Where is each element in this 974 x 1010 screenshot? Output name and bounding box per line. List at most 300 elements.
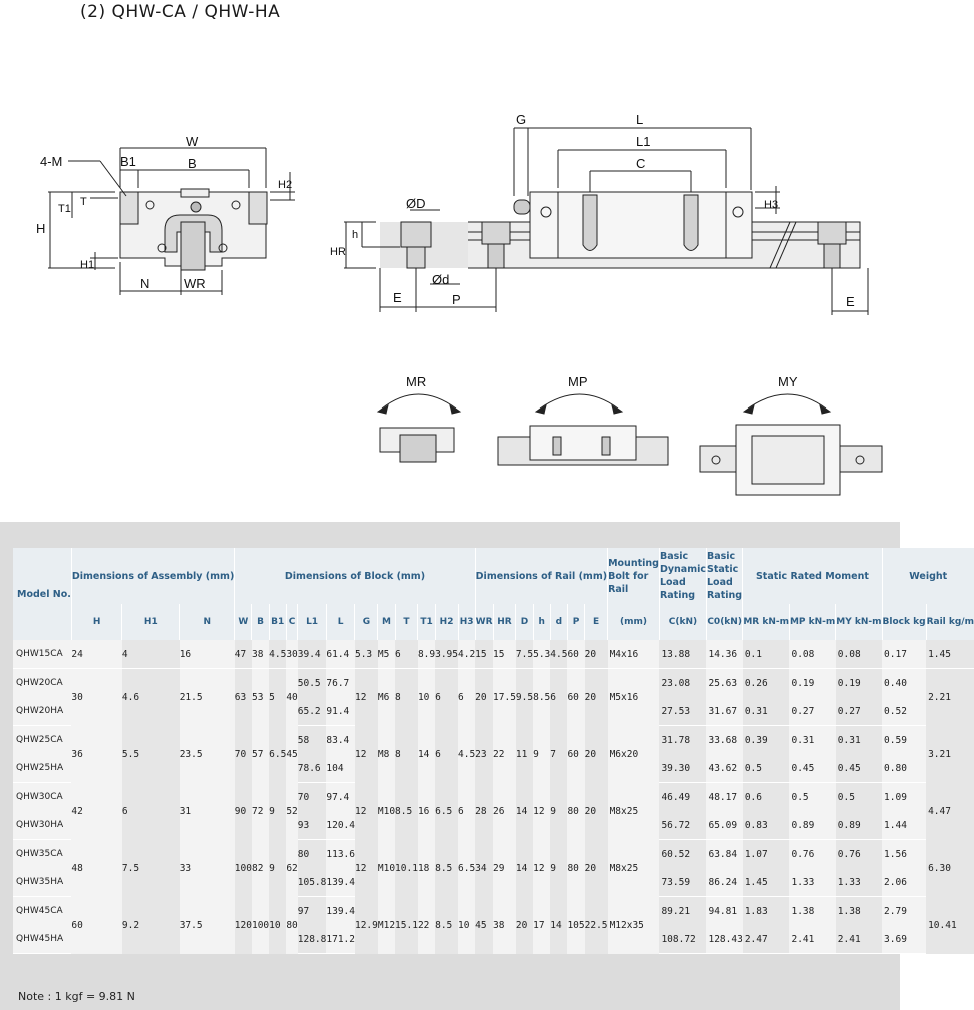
cell-mp: 1.33 <box>789 868 835 897</box>
cell-h2: 6 <box>435 669 458 726</box>
cell-hr: 22 <box>493 726 516 783</box>
cell-block: 1.44 <box>882 811 926 840</box>
subheader-cell: MP kN-m <box>789 604 835 640</box>
label-E-right: E <box>846 294 855 309</box>
cell-p: 60 <box>567 640 584 669</box>
cell-mr: 1.45 <box>743 868 790 897</box>
cell-mr: 0.39 <box>743 726 790 755</box>
cell-h: 36 <box>71 726 122 783</box>
cell-b1: 9 <box>269 840 286 897</box>
cell-g: 12 <box>355 783 378 840</box>
cell-h3: 6 <box>458 783 475 840</box>
cell-hr: 15 <box>493 640 516 669</box>
table-row <box>13 726 974 755</box>
cell-l: 91.4 <box>326 697 355 726</box>
cell-t: 8 <box>395 669 418 726</box>
cell-my: 0.19 <box>836 669 882 698</box>
cell-c-kn: 46.49 <box>659 783 706 812</box>
technical-drawings <box>0 0 900 520</box>
label-G: G <box>516 112 527 127</box>
cell-block: 2.79 <box>882 897 926 926</box>
cell-l1: 70 <box>298 783 327 812</box>
cell-my: 0.45 <box>836 754 882 783</box>
cell-c: 80 <box>286 897 297 954</box>
cell-mp: 0.76 <box>789 840 835 869</box>
cell-bolt: M6x20 <box>608 726 660 783</box>
cell-w: 47 <box>235 640 252 669</box>
label-D: ØD <box>406 196 426 211</box>
cell-c: 52 <box>286 783 297 840</box>
cell-mp: 0.19 <box>789 669 835 698</box>
cell-c: 40 <box>286 669 297 726</box>
subheader-cell: G <box>355 604 378 640</box>
cell-t: 15.1 <box>395 897 418 954</box>
cell-mp: 1.38 <box>789 897 835 926</box>
table-row <box>13 783 974 812</box>
cell-l: 139.4 <box>326 868 355 897</box>
cell-c-kn: 73.59 <box>659 868 706 897</box>
header-bolt: Mounting Bolt for Rail <box>608 548 660 604</box>
cell-b: 38 <box>252 640 269 669</box>
cell-c0-kn: 63.84 <box>706 840 742 869</box>
cell-b1: 10 <box>269 897 286 954</box>
cell-w: 70 <box>235 726 252 783</box>
cell-g: 12.9 <box>355 897 378 954</box>
subheader-cell: W <box>235 604 252 640</box>
cell-t1: 16 <box>418 783 435 840</box>
cell-bolt: M8x25 <box>608 783 660 840</box>
cell-l1: 80 <box>298 840 327 869</box>
subheader-cell: d <box>550 604 567 640</box>
cell-t1: 10 <box>418 669 435 726</box>
cell-n: 16 <box>180 640 235 669</box>
label-H1: H1 <box>80 259 95 271</box>
cell-model: QHW25CA <box>13 726 71 755</box>
subheader-cell: Block kg <box>882 604 926 640</box>
cell-c0-kn: 43.62 <box>706 754 742 783</box>
cell-n: 31 <box>180 783 235 840</box>
cell-c-kn: 108.72 <box>659 925 706 954</box>
cell-model: QHW35CA <box>13 840 71 869</box>
cell-g: 12 <box>355 669 378 726</box>
cell-w: 90 <box>235 783 252 840</box>
cell-g: 12 <box>355 726 378 783</box>
cell-c-kn: 39.30 <box>659 754 706 783</box>
cell-wr: 23 <box>475 726 493 783</box>
label-C: C <box>636 156 646 171</box>
subheader-cell: C(kN) <box>659 604 706 640</box>
subheader-cell: M <box>378 604 395 640</box>
cell-d: 14 <box>550 897 567 954</box>
table-row <box>13 840 974 869</box>
cell-model: QHW45HA <box>13 925 71 954</box>
cell-n: 23.5 <box>180 726 235 783</box>
cell-c-kn: 13.88 <box>659 640 706 669</box>
cell-c-kn: 89.21 <box>659 897 706 926</box>
cell-c: 45 <box>286 726 297 783</box>
cell-model: QHW20HA <box>13 697 71 726</box>
subheader-cell: HR <box>493 604 516 640</box>
cell-bolt: M5x16 <box>608 669 660 726</box>
cell-mr: 0.26 <box>743 669 790 698</box>
cell-t: 10.1 <box>395 840 418 897</box>
cell-rail: 10.41 <box>926 897 974 954</box>
cell-d: 20 <box>516 897 533 954</box>
cell-my: 0.08 <box>836 640 882 669</box>
subheader-cell: H2 <box>435 604 458 640</box>
cell-h3: 6 <box>458 669 475 726</box>
cell-d: 14 <box>516 783 533 840</box>
cell-mp: 0.27 <box>789 697 835 726</box>
cell-d: 14 <box>516 840 533 897</box>
cell-b1: 6.5 <box>269 726 286 783</box>
cell-wr: 28 <box>475 783 493 840</box>
cell-l: 76.7 <box>326 669 355 698</box>
subheader-cell: B <box>252 604 269 640</box>
cell-m: M10 <box>378 840 395 897</box>
cell-block: 3.69 <box>882 925 926 954</box>
label-MY: MY <box>778 374 798 389</box>
label-E: E <box>393 290 402 305</box>
subheader-cell: (mm) <box>608 604 660 640</box>
cell-block: 0.59 <box>882 726 926 755</box>
cell-c0-kn: 31.67 <box>706 697 742 726</box>
cell-my: 1.38 <box>836 897 882 926</box>
cell-my: 2.41 <box>836 925 882 954</box>
label-H: H <box>36 221 46 236</box>
subheader-cell: H1 <box>122 604 180 640</box>
cell-h: 42 <box>71 783 122 840</box>
cell-e: 20 <box>585 640 608 669</box>
cell-g: 12 <box>355 840 378 897</box>
cell-model: QHW25HA <box>13 754 71 783</box>
cell-mp: 0.08 <box>789 640 835 669</box>
cell-block: 2.06 <box>882 868 926 897</box>
label-B: B <box>188 156 197 171</box>
cell-m: M6 <box>378 669 395 726</box>
label-W: W <box>186 134 199 149</box>
subheader-cell: B1 <box>269 604 286 640</box>
cell-w: 63 <box>235 669 252 726</box>
label-MP: MP <box>568 374 588 389</box>
cell-model: QHW15CA <box>13 640 71 669</box>
moment-my-drawing <box>700 394 882 495</box>
cell-e: 20 <box>585 726 608 783</box>
cell-l: 83.4 <box>326 726 355 755</box>
cell-m: M10 <box>378 783 395 840</box>
cell-h: 60 <box>71 897 122 954</box>
cell-m: M5 <box>378 640 395 669</box>
cell-h2: 8.5 <box>435 897 458 954</box>
cell-my: 1.33 <box>836 868 882 897</box>
cell-h1: 9.2 <box>122 897 180 954</box>
cell-h2: 6 <box>435 726 458 783</box>
header-moment: Static Rated Moment <box>743 548 882 604</box>
cell-wr: 15 <box>475 640 493 669</box>
cell-p: 60 <box>567 726 584 783</box>
cell-t1: 8.9 <box>418 640 435 669</box>
cell-hr: 26 <box>493 783 516 840</box>
cell-c-kn: 56.72 <box>659 811 706 840</box>
cell-mr: 0.31 <box>743 697 790 726</box>
cell-mp: 0.45 <box>789 754 835 783</box>
subheader-cell: N <box>180 604 235 640</box>
cell-my: 0.27 <box>836 697 882 726</box>
cell-mp: 0.5 <box>789 783 835 812</box>
cell-n: 33 <box>180 840 235 897</box>
cell-l1: 78.6 <box>298 754 327 783</box>
header-static: Basic Static Load Rating <box>706 548 742 604</box>
label-h: h <box>352 229 359 241</box>
cell-p: 60 <box>567 669 584 726</box>
cell-t: 8 <box>395 726 418 783</box>
cell-wr: 34 <box>475 840 493 897</box>
cell-h1: 7.5 <box>122 840 180 897</box>
cell-my: 0.76 <box>836 840 882 869</box>
subheader-cell: P <box>567 604 584 640</box>
cell-h: 12 <box>533 840 550 897</box>
label-N: N <box>140 276 150 291</box>
cell-model: QHW20CA <box>13 669 71 698</box>
cell-d: 9 <box>550 840 567 897</box>
subheader-cell: E <box>585 604 608 640</box>
cell-h3: 10 <box>458 897 475 954</box>
cell-block: 0.40 <box>882 669 926 698</box>
label-L1: L1 <box>636 134 651 149</box>
subheader-cell: MY kN-m <box>836 604 882 640</box>
header-dynamic: Basic Dynamic Load Rating <box>659 548 706 604</box>
label-H3: H3 <box>764 199 779 211</box>
cell-hr: 38 <box>493 897 516 954</box>
cell-l: 104 <box>326 754 355 783</box>
header-weight: Weight <box>882 548 974 604</box>
cell-e: 20 <box>585 669 608 726</box>
cell-d: 9 <box>550 783 567 840</box>
cell-h1: 4.6 <box>122 669 180 726</box>
cell-e: 22.5 <box>585 897 608 954</box>
cell-c: 30 <box>286 640 297 669</box>
cell-block: 1.09 <box>882 783 926 812</box>
cell-c-kn: 31.78 <box>659 726 706 755</box>
cell-my: 0.31 <box>836 726 882 755</box>
cell-block: 0.52 <box>882 697 926 726</box>
cell-t1: 18 <box>418 840 435 897</box>
cell-rail: 4.47 <box>926 783 974 840</box>
subheader-cell: C <box>286 604 297 640</box>
cell-c0-kn: 33.68 <box>706 726 742 755</box>
cell-c0-kn: 25.63 <box>706 669 742 698</box>
cell-t1: 14 <box>418 726 435 783</box>
cell-bolt: M4x16 <box>608 640 660 669</box>
cell-l1: 105.8 <box>298 868 327 897</box>
cell-h1: 4 <box>122 640 180 669</box>
cell-p: 80 <box>567 840 584 897</box>
cell-block: 1.56 <box>882 840 926 869</box>
cell-rail: 2.21 <box>926 669 974 726</box>
cell-h: 12 <box>533 783 550 840</box>
cell-wr: 45 <box>475 897 493 954</box>
section-title: (2) QHW-CA / QHW-HA <box>80 2 281 22</box>
subheader-cell: h <box>533 604 550 640</box>
cell-d: 6 <box>550 669 567 726</box>
cell-bolt: M8x25 <box>608 840 660 897</box>
cell-l: 120.4 <box>326 811 355 840</box>
cell-c0-kn: 86.24 <box>706 868 742 897</box>
label-P: P <box>452 292 461 307</box>
cell-p: 105 <box>567 897 584 954</box>
cell-l: 113.6 <box>326 840 355 869</box>
cell-h: 30 <box>71 669 122 726</box>
cell-t: 8.5 <box>395 783 418 840</box>
cell-c-kn: 23.08 <box>659 669 706 698</box>
cell-l1: 58 <box>298 726 327 755</box>
cell-c0-kn: 128.43 <box>706 925 742 954</box>
cell-t: 6 <box>395 640 418 669</box>
subheader-cell: Rail kg/m <box>926 604 974 640</box>
cell-m: M8 <box>378 726 395 783</box>
cell-h: 17 <box>533 897 550 954</box>
cell-p: 80 <box>567 783 584 840</box>
cell-d: 7.5 <box>516 640 533 669</box>
label-H2: H2 <box>278 179 293 191</box>
cell-b1: 5 <box>269 669 286 726</box>
cell-c0-kn: 65.09 <box>706 811 742 840</box>
cell-c0-kn: 94.81 <box>706 897 742 926</box>
cell-b1: 4.5 <box>269 640 286 669</box>
subheader-cell: H <box>71 604 122 640</box>
subheader-cell: T1 <box>418 604 435 640</box>
cell-g: 5.3 <box>355 640 378 669</box>
cell-b: 53 <box>252 669 269 726</box>
subheader-cell: C0(kN) <box>706 604 742 640</box>
cell-n: 37.5 <box>180 897 235 954</box>
table-row <box>13 897 974 926</box>
label-HR: HR <box>330 246 346 258</box>
subheader-cell: WR <box>475 604 493 640</box>
cell-b: 57 <box>252 726 269 783</box>
cell-c-kn: 27.53 <box>659 697 706 726</box>
cell-block: 0.17 <box>882 640 926 669</box>
cell-hr: 29 <box>493 840 516 897</box>
cell-b1: 9 <box>269 783 286 840</box>
cell-c-kn: 60.52 <box>659 840 706 869</box>
header-rail: Dimensions of Rail (mm) <box>475 548 607 604</box>
cell-h1: 6 <box>122 783 180 840</box>
cell-d: 11 <box>516 726 533 783</box>
cell-w: 120 <box>235 897 252 954</box>
cell-wr: 20 <box>475 669 493 726</box>
cell-b: 100 <box>252 897 269 954</box>
cell-model: QHW35HA <box>13 868 71 897</box>
cell-mr: 0.6 <box>743 783 790 812</box>
cell-t1: 22 <box>418 897 435 954</box>
cell-d: 9.5 <box>516 669 533 726</box>
header-block: Dimensions of Block (mm) <box>235 548 475 604</box>
specification-table <box>13 548 974 954</box>
cell-mp: 2.41 <box>789 925 835 954</box>
cell-h2: 6.5 <box>435 783 458 840</box>
cell-m: M12 <box>378 897 395 954</box>
cell-h2: 3.95 <box>435 640 458 669</box>
subheader-cell: MR kN-m <box>743 604 790 640</box>
cell-block: 0.80 <box>882 754 926 783</box>
cell-h: 24 <box>71 640 122 669</box>
cell-model: QHW30HA <box>13 811 71 840</box>
subheader-cell: H3 <box>458 604 475 640</box>
cell-l: 139.4 <box>326 897 355 926</box>
cell-c0-kn: 48.17 <box>706 783 742 812</box>
cell-model: QHW30CA <box>13 783 71 812</box>
cell-l: 61.4 <box>326 640 355 669</box>
label-WR: WR <box>184 276 206 291</box>
subheader-cell: D <box>516 604 533 640</box>
label-T: T <box>80 196 87 208</box>
cell-h1: 5.5 <box>122 726 180 783</box>
cell-my: 0.5 <box>836 783 882 812</box>
cell-h3: 6.5 <box>458 840 475 897</box>
cell-l1: 97 <box>298 897 327 926</box>
cell-h3: 4.5 <box>458 726 475 783</box>
cell-rail: 1.45 <box>926 640 974 669</box>
table-row <box>13 669 974 698</box>
cell-c0-kn: 14.36 <box>706 640 742 669</box>
cell-bolt: M12x35 <box>608 897 660 954</box>
subheader-cell: T <box>395 604 418 640</box>
cell-mr: 2.47 <box>743 925 790 954</box>
moment-mp-drawing <box>498 394 668 465</box>
cell-w: 100 <box>235 840 252 897</box>
table-body <box>13 640 974 954</box>
cell-mr: 0.5 <box>743 754 790 783</box>
side-view-drawing <box>344 128 868 315</box>
cell-h: 48 <box>71 840 122 897</box>
cell-b: 82 <box>252 840 269 897</box>
cell-model: QHW45CA <box>13 897 71 926</box>
cell-l1: 39.4 <box>298 640 327 669</box>
label-d: Ød <box>432 272 450 287</box>
cell-h: 8.5 <box>533 669 550 726</box>
cell-h2: 8.5 <box>435 840 458 897</box>
label-L: L <box>636 112 644 127</box>
cell-mp: 0.89 <box>789 811 835 840</box>
label-MR: MR <box>406 374 427 389</box>
cell-l1: 128.8 <box>298 925 327 954</box>
cell-d: 4.5 <box>550 640 567 669</box>
cell-rail: 3.21 <box>926 726 974 783</box>
cell-l: 171.2 <box>326 925 355 954</box>
cell-l: 97.4 <box>326 783 355 812</box>
cell-h3: 4.2 <box>458 640 475 669</box>
front-view-drawing <box>48 148 295 295</box>
cell-mr: 1.83 <box>743 897 790 926</box>
subheader-row <box>13 604 974 640</box>
cell-rail: 6.30 <box>926 840 974 897</box>
cell-mp: 0.31 <box>789 726 835 755</box>
cell-b: 72 <box>252 783 269 840</box>
footnote: Note : 1 kgf = 9.81 N <box>18 990 135 1003</box>
table-row <box>13 640 974 669</box>
header-assembly: Dimensions of Assembly (mm) <box>71 548 234 604</box>
subheader-cell: L <box>326 604 355 640</box>
cell-mr: 0.83 <box>743 811 790 840</box>
cell-l1: 93 <box>298 811 327 840</box>
cell-e: 20 <box>585 840 608 897</box>
cell-mr: 1.07 <box>743 840 790 869</box>
cell-my: 0.89 <box>836 811 882 840</box>
cell-e: 20 <box>585 783 608 840</box>
header-model: Model No. <box>13 548 71 640</box>
label-B1: B1 <box>120 154 136 169</box>
